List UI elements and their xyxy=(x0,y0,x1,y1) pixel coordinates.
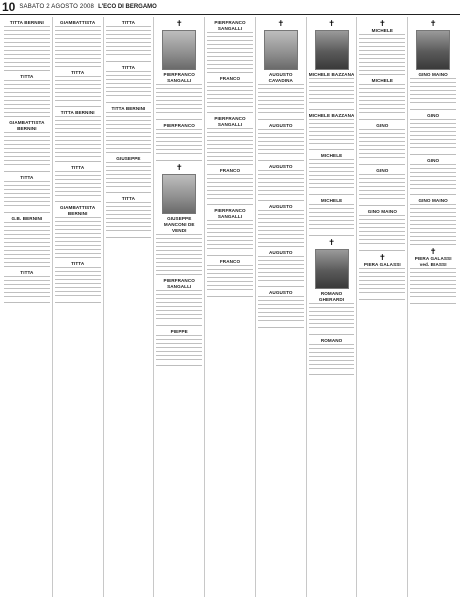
deceased-name: GIAMBATTISTA BERNINI xyxy=(9,119,45,131)
deceased-name: FRANCO xyxy=(219,167,241,173)
text-lines-placeholder xyxy=(309,204,355,232)
notice-body-text xyxy=(4,276,50,299)
obituary-notice xyxy=(55,17,101,67)
obituary-column xyxy=(154,17,205,597)
notice-body-text xyxy=(55,76,101,104)
notice-body-text xyxy=(410,268,456,300)
portrait-photo xyxy=(315,249,349,289)
text-lines-placeholder xyxy=(106,202,152,234)
notice-body-text xyxy=(156,290,202,322)
text-lines-placeholder xyxy=(410,164,456,192)
page-number: 10 xyxy=(2,0,16,14)
obituary-notice xyxy=(359,206,405,251)
obituary-notice xyxy=(359,120,405,165)
text-lines-placeholder xyxy=(207,220,253,252)
text-lines-placeholder xyxy=(359,174,405,202)
obituary-notice xyxy=(55,107,101,161)
deceased-name: GINO xyxy=(427,112,440,118)
text-lines-placeholder xyxy=(258,170,304,198)
cross-icon: ✝ xyxy=(379,19,386,28)
text-lines-placeholder xyxy=(359,215,405,247)
deceased-name: ROMANO xyxy=(320,337,343,343)
notice-body-text xyxy=(4,222,50,263)
deceased-name: PIERA GALASSI xyxy=(363,261,401,267)
text-lines-placeholder xyxy=(156,290,202,322)
text-lines-placeholder xyxy=(55,76,101,104)
notice-body-text xyxy=(410,164,456,192)
obituary-notice xyxy=(156,275,202,326)
deceased-name: TITTA xyxy=(71,164,85,170)
obituary-notice xyxy=(309,236,355,335)
deceased-name: AUGUSTO CAVADINA xyxy=(268,72,293,83)
deceased-name: TITTA xyxy=(121,196,136,202)
text-lines-placeholder xyxy=(55,26,101,63)
deceased-name: GIUSEPPE xyxy=(116,155,141,161)
portrait-photo xyxy=(264,30,298,70)
obituary-notice xyxy=(55,202,101,258)
obituary-notice xyxy=(359,17,405,75)
deceased-name: MICHELE BAZZANA xyxy=(308,112,355,118)
obituary-notice xyxy=(156,326,202,367)
deceased-name: PIERFRANCO SANGALLI xyxy=(214,20,246,31)
notice-body-text xyxy=(55,171,101,199)
deceased-name: MICHELE xyxy=(320,153,343,159)
notice-body-text xyxy=(106,26,152,58)
notice-body-text xyxy=(106,71,152,99)
deceased-name: PIERFRANCO SANGALLI xyxy=(163,277,195,289)
obituary-notice xyxy=(106,103,152,153)
deceased-name: GINO xyxy=(376,168,389,174)
deceased-name: AUGUSTO xyxy=(269,123,293,129)
obituary-column xyxy=(205,17,256,597)
cross-icon: ✝ xyxy=(429,247,437,257)
text-lines-placeholder xyxy=(359,84,405,116)
deceased-name: TITTA xyxy=(20,175,34,181)
text-lines-placeholder xyxy=(207,174,253,202)
deceased-name: PIERFRANCO SANGALLI xyxy=(163,72,195,83)
text-lines-placeholder xyxy=(207,128,253,160)
obituary-notice xyxy=(207,256,253,297)
obituary-notice xyxy=(410,195,456,245)
cross-icon: ✝ xyxy=(328,237,335,247)
text-lines-placeholder xyxy=(309,159,355,191)
text-lines-placeholder xyxy=(4,132,50,169)
deceased-name: GINO MAINO xyxy=(418,72,448,77)
text-lines-placeholder xyxy=(359,268,405,296)
notice-body-text xyxy=(309,119,355,147)
obituary-notice xyxy=(156,120,202,161)
notice-body-text xyxy=(55,267,101,299)
notice-body-text xyxy=(55,217,101,254)
notice-body-text xyxy=(156,84,202,116)
obituary-column xyxy=(408,17,458,597)
obituary-notice xyxy=(207,165,253,206)
text-lines-placeholder xyxy=(106,112,152,149)
text-lines-placeholder xyxy=(207,32,253,69)
obituary-notice xyxy=(4,213,50,267)
deceased-name: GINO xyxy=(376,122,389,128)
obituary-notice xyxy=(4,172,50,213)
deceased-name: TITTA xyxy=(121,65,136,71)
obituary-notice xyxy=(55,258,101,303)
text-lines-placeholder xyxy=(4,80,50,112)
cross-icon: ✝ xyxy=(379,252,386,262)
deceased-name: MICHELE xyxy=(371,77,394,83)
obituary-notice xyxy=(258,17,304,120)
notice-body-text xyxy=(309,204,355,232)
obituary-notice xyxy=(106,62,152,103)
cross-icon: ✝ xyxy=(175,19,183,28)
text-lines-placeholder xyxy=(359,34,405,71)
notice-body-text xyxy=(156,234,202,271)
obituary-notice xyxy=(410,245,456,304)
notice-body-text xyxy=(55,116,101,157)
deceased-name: PIERFRANCO xyxy=(163,123,195,129)
deceased-name: TITTA BERNINI xyxy=(111,105,146,111)
obituary-column xyxy=(357,17,408,597)
notice-body-text xyxy=(258,296,304,324)
deceased-name: PIERA GALASSI ved. BIASSI xyxy=(414,256,452,268)
notice-body-text xyxy=(207,128,253,160)
portrait-photo xyxy=(416,30,450,70)
deceased-name: PIEPPE xyxy=(170,328,188,334)
notice-body-text xyxy=(359,174,405,202)
obituary-notice xyxy=(4,17,50,71)
obituary-notice xyxy=(410,155,456,196)
deceased-name: TITTA xyxy=(20,270,34,276)
text-lines-placeholder xyxy=(106,162,152,190)
notice-body-text xyxy=(55,26,101,63)
obituary-notice xyxy=(4,117,50,173)
cross-icon: ✝ xyxy=(175,162,183,172)
deceased-name: MICHELE xyxy=(371,28,394,33)
notice-body-text xyxy=(207,220,253,252)
text-lines-placeholder xyxy=(258,129,304,157)
text-lines-placeholder xyxy=(309,303,355,331)
notice-body-text xyxy=(207,174,253,202)
notice-body-text xyxy=(359,129,405,161)
notice-body-text xyxy=(106,162,152,190)
obituary-notice xyxy=(106,17,152,62)
obituary-notice xyxy=(55,67,101,108)
deceased-name: TITTA xyxy=(71,261,85,267)
notice-body-text xyxy=(359,215,405,247)
obituary-notice xyxy=(258,287,304,328)
obituary-column xyxy=(104,17,155,597)
obituary-notice xyxy=(55,162,101,203)
notice-body-text xyxy=(156,129,202,157)
deceased-name: FRANCO xyxy=(219,75,241,81)
notice-body-text xyxy=(359,34,405,71)
obituary-column xyxy=(307,17,358,597)
deceased-name: GINO MAINO xyxy=(418,198,448,204)
text-lines-placeholder xyxy=(55,217,101,254)
obituary-notice xyxy=(207,73,253,114)
deceased-name: TITTA xyxy=(20,74,34,80)
text-lines-placeholder xyxy=(410,268,456,300)
obituary-notice xyxy=(309,335,355,376)
text-lines-placeholder xyxy=(156,234,202,271)
deceased-name: PIERFRANCO SANGALLI xyxy=(214,116,246,128)
deceased-name: AUGUSTO xyxy=(269,163,293,169)
text-lines-placeholder xyxy=(4,276,50,299)
deceased-name: GIUSEPPE MANCONI DE VENDI xyxy=(163,215,195,233)
notice-body-text xyxy=(207,265,253,293)
page-header xyxy=(0,0,460,15)
obituary-notice xyxy=(156,17,202,120)
cross-icon: ✝ xyxy=(328,19,335,28)
notice-body-text xyxy=(410,119,456,151)
text-lines-placeholder xyxy=(410,204,456,241)
deceased-name: AUGUSTO xyxy=(269,249,293,255)
obituary-notice xyxy=(309,110,355,151)
notice-body-text xyxy=(207,82,253,110)
text-lines-placeholder xyxy=(207,82,253,110)
deceased-name: FRANCO xyxy=(219,259,241,265)
text-lines-placeholder xyxy=(309,344,355,372)
obituary-notice xyxy=(309,150,355,195)
obituary-notice xyxy=(258,247,304,288)
notice-body-text xyxy=(359,84,405,116)
text-lines-placeholder xyxy=(258,296,304,324)
notice-body-text xyxy=(106,202,152,234)
text-lines-placeholder xyxy=(55,267,101,299)
text-lines-placeholder xyxy=(4,222,50,263)
obituary-notice xyxy=(258,120,304,161)
obituary-notice xyxy=(258,161,304,202)
notice-body-text xyxy=(309,159,355,191)
notice-body-text xyxy=(258,129,304,157)
obituary-notice xyxy=(207,205,253,256)
deceased-name: G.B. BERNINI xyxy=(11,215,43,221)
obituary-column xyxy=(53,17,104,597)
obituary-notice xyxy=(4,267,50,303)
cross-icon: ✝ xyxy=(277,19,285,28)
deceased-name: MICHELE BAZZANA xyxy=(308,72,355,77)
obituary-notice xyxy=(359,75,405,120)
text-lines-placeholder xyxy=(156,129,202,157)
deceased-name: AUGUSTO xyxy=(269,290,293,296)
notice-body-text xyxy=(106,112,152,149)
deceased-name: MICHELE xyxy=(320,198,343,204)
obituary-column xyxy=(256,17,307,597)
text-lines-placeholder xyxy=(359,129,405,161)
text-lines-placeholder xyxy=(106,71,152,99)
text-lines-placeholder xyxy=(258,210,304,242)
notice-body-text xyxy=(258,84,304,116)
publication-name: L'ECO DI BERGAMO xyxy=(98,4,157,10)
text-lines-placeholder xyxy=(106,26,152,58)
obituary-notice xyxy=(258,201,304,246)
text-lines-placeholder xyxy=(410,78,456,106)
notice-body-text xyxy=(156,335,202,363)
obituary-notice xyxy=(359,165,405,206)
deceased-name: ROMANO GHERARDI xyxy=(318,290,345,302)
notice-body-text xyxy=(359,268,405,296)
obituary-columns xyxy=(2,17,458,597)
obituary-notice xyxy=(207,17,253,73)
obituary-notice xyxy=(4,71,50,116)
obituary-notice xyxy=(106,153,152,194)
notice-body-text xyxy=(258,256,304,284)
text-lines-placeholder xyxy=(4,181,50,209)
obituary-column xyxy=(2,17,53,597)
text-lines-placeholder xyxy=(55,116,101,157)
deceased-name: PIERFRANCO SANGALLI xyxy=(214,208,246,220)
obituary-notice xyxy=(410,110,456,155)
deceased-name: TITTA BERNINI xyxy=(9,20,44,25)
obituary-notice xyxy=(156,161,202,275)
portrait-photo xyxy=(162,174,196,214)
cross-icon: ✝ xyxy=(429,19,437,28)
notice-body-text xyxy=(4,181,50,209)
notice-body-text xyxy=(309,78,355,106)
notice-body-text xyxy=(410,78,456,106)
deceased-name: TITTA xyxy=(71,69,85,75)
obituary-notice xyxy=(309,17,355,110)
notice-body-text xyxy=(258,170,304,198)
notice-body-text xyxy=(4,132,50,169)
portrait-photo xyxy=(162,30,196,70)
deceased-name: GIAMBATTISTA xyxy=(60,20,96,25)
deceased-name: GIAMBATTISTA BERNINI xyxy=(60,205,96,217)
deceased-name: GINO xyxy=(427,157,440,163)
notice-body-text xyxy=(410,204,456,241)
text-lines-placeholder xyxy=(207,265,253,293)
notice-body-text xyxy=(309,344,355,372)
notice-body-text xyxy=(4,80,50,112)
notice-body-text xyxy=(309,303,355,331)
notice-body-text xyxy=(258,210,304,242)
notice-body-text xyxy=(207,32,253,69)
obituary-notice xyxy=(410,17,456,110)
deceased-name: TITTA BERNINI xyxy=(60,110,95,116)
text-lines-placeholder xyxy=(55,171,101,199)
text-lines-placeholder xyxy=(309,78,355,106)
text-lines-placeholder xyxy=(258,256,304,284)
text-lines-placeholder xyxy=(258,84,304,116)
deceased-name: GINO MAINO xyxy=(367,208,398,214)
text-lines-placeholder xyxy=(309,119,355,147)
obituary-notice xyxy=(309,195,355,236)
deceased-name: AUGUSTO xyxy=(269,204,293,210)
obituary-notice xyxy=(207,113,253,164)
obituary-notice xyxy=(106,193,152,238)
text-lines-placeholder xyxy=(410,119,456,151)
text-lines-placeholder xyxy=(4,26,50,67)
portrait-photo xyxy=(315,30,349,70)
obituary-notice xyxy=(359,251,405,300)
text-lines-placeholder xyxy=(156,84,202,116)
header-date: SABATO 2 AGOSTO 2008 xyxy=(19,4,95,10)
notice-body-text xyxy=(4,26,50,67)
text-lines-placeholder xyxy=(156,335,202,363)
deceased-name: TITTA xyxy=(121,20,136,25)
